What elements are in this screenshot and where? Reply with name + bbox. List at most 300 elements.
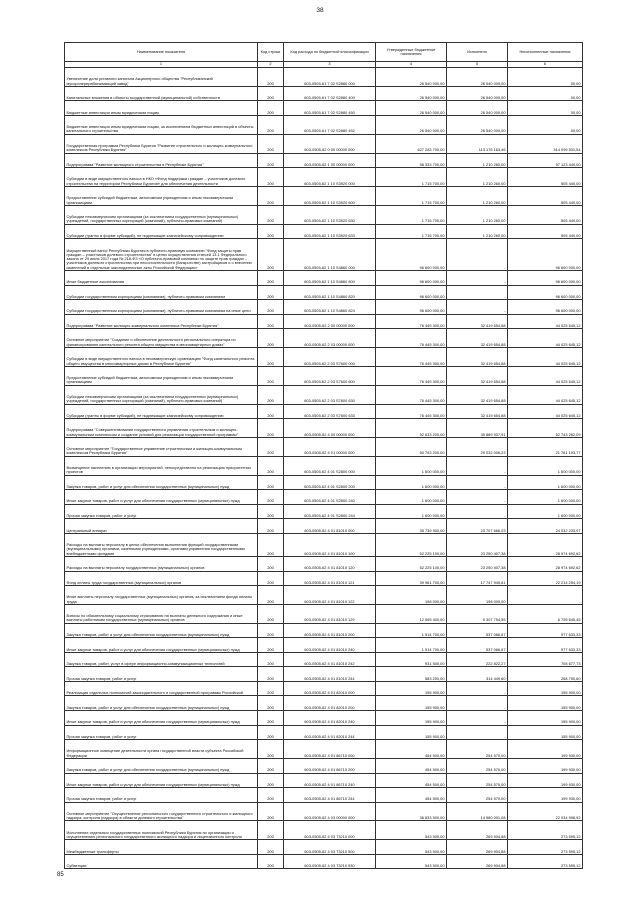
row-kbk: 603-0505-62 1 10 S3920 633 xyxy=(284,224,376,239)
table-row xyxy=(65,153,583,168)
row-kbk: 603-0505-62 1 10 S4860 820 xyxy=(284,285,376,300)
row-approved: 1 514 700,00 xyxy=(376,638,447,653)
row-approved: 96 600 000,00 xyxy=(376,239,447,271)
column-index: 5 xyxy=(447,62,508,68)
row-left: 155 900,00 xyxy=(508,725,583,740)
row-done: - xyxy=(447,696,508,711)
row-left: 199 930,00 xyxy=(508,788,583,803)
row-approved: 1 600 000,00 xyxy=(376,504,447,519)
row-done: 1 210 260,00 xyxy=(447,205,508,224)
row-left: 21 761 193,77 xyxy=(508,437,583,456)
row-done: - xyxy=(447,285,508,300)
row-left: 268 750,60 xyxy=(508,667,583,682)
row-kbk: 603-0505-62 2 03 S7600 600 xyxy=(284,366,376,385)
budget-table-container xyxy=(64,42,582,869)
table-row xyxy=(65,475,583,490)
row-name: Прочая закупка товаров, работ и услуг xyxy=(65,504,258,519)
row-kbk: 603-0505-62 4 01 86710 000 xyxy=(284,740,376,759)
row-left: 514 099 531,54 xyxy=(508,134,583,153)
table-row xyxy=(65,638,583,653)
row-approved: 26 540 000,00 xyxy=(376,115,447,134)
row-left: 273 595,12 xyxy=(508,821,583,840)
row-code: 200 xyxy=(258,348,284,367)
row-code: 200 xyxy=(258,667,284,682)
table-row xyxy=(65,101,583,116)
row-kbk: 603-0505-62 2 03 S7600 000 xyxy=(284,348,376,367)
row-name: Субсидии (гранты в форме субсидий), не подлежащие казначейскому сопровождению xyxy=(65,404,258,419)
row-approved: 583 200,00 xyxy=(376,667,447,682)
row-left: 1 600 000,00 xyxy=(508,504,583,519)
footer-number: 85 xyxy=(57,872,64,878)
table-row xyxy=(65,519,583,534)
row-name: Бюджетные инвестиции иным юридическим лицам xyxy=(65,101,258,116)
table-row xyxy=(65,604,583,623)
row-name: Реализация отдельных полномочий законодательного и государственной программы Российской xyxy=(65,681,258,696)
column-index: 1 xyxy=(65,62,258,68)
row-approved: 543 500,00 xyxy=(376,854,447,869)
budget-execution-table xyxy=(64,42,583,869)
table-row xyxy=(65,821,583,840)
row-left: 708 677,73 xyxy=(508,652,583,667)
row-left: 505 440,00 xyxy=(508,168,583,187)
row-done: 23 250 407,38 xyxy=(447,556,508,571)
table-row xyxy=(65,404,583,419)
row-left: 96 600 000,00 xyxy=(508,285,583,300)
row-name: Прочая закупка товаров, работ и услуг xyxy=(65,788,258,803)
table-row xyxy=(65,134,583,153)
row-left: 00,00 xyxy=(508,101,583,116)
row-name: Иные выплаты персоналу государственных (муниципальных) органов, за исключением фонда оплаты труда xyxy=(65,586,258,605)
row-kbk: 603-0505-62 4 03 73210 530 xyxy=(284,854,376,869)
row-left: 977 633,33 xyxy=(508,638,583,653)
row-kbk: 603-0505-62 4 00 00000 000 xyxy=(284,419,376,438)
row-name: Государственная программа Республики Бурятия "Развитие строительного и жилищно-коммунального комплексов Республики Бурятия" xyxy=(65,134,258,153)
row-code: 200 xyxy=(258,504,284,519)
table-row xyxy=(65,533,583,556)
row-approved: 96 600 000,00 xyxy=(376,300,447,315)
row-name: Закупка товаров, работ и услуг для обеспечения государственных (муниципальных) нужд xyxy=(65,758,258,773)
row-code: 200 xyxy=(258,725,284,740)
row-name: Исполнение отдельных государственных полномочий Республики Бурятия по организации и осуществлению регионального государственного жилищного надзора и лицензионного контроля xyxy=(65,821,258,840)
row-name: Прочая закупка товаров, работ и услуг xyxy=(65,667,258,682)
row-code: 200 xyxy=(258,840,284,855)
table-row xyxy=(65,490,583,505)
row-approved: 1 715 700,00 xyxy=(376,187,447,206)
row-done: 29 032 006,23 xyxy=(447,437,508,456)
row-left: 00,00 xyxy=(508,68,583,87)
row-approved: 627 283 700,00 xyxy=(376,134,447,153)
row-done: 537 066,67 xyxy=(447,623,508,638)
row-code: 200 xyxy=(258,270,284,285)
row-name: Возмещение населению в организации мероприятий, непосредственно на реализацию приоритетных проектов xyxy=(65,456,258,475)
row-kbk: 603-0505-62 2 03 00000 000 xyxy=(284,329,376,348)
row-kbk: 603-0505-62 2 00 00000 000 xyxy=(284,314,376,329)
row-code: 200 xyxy=(258,300,284,315)
row-name: Расходы на выплаты персоналу государственных (муниципальных) органов xyxy=(65,556,258,571)
row-left: 96 600 000,00 xyxy=(508,270,583,285)
row-name: Межбюджетные трансферты xyxy=(65,840,258,855)
row-left: - xyxy=(508,586,583,605)
row-done: 5 307 754,55 xyxy=(447,604,508,623)
row-kbk: 603-0505-62 4 01 S2800 200 xyxy=(284,475,376,490)
table-row xyxy=(65,802,583,821)
row-code: 200 xyxy=(258,773,284,788)
row-kbk: 603-0505-62 1 10 S4860 824 xyxy=(284,300,376,315)
row-done: 1 210 260,00 xyxy=(447,187,508,206)
row-kbk: 603-0505-62 4 03 73210 500 xyxy=(284,840,376,855)
row-code: 200 xyxy=(258,224,284,239)
row-left: 273 595,12 xyxy=(508,854,583,869)
row-approved: 1 600 000,00 xyxy=(376,490,447,505)
row-approved: 26 540 000,00 xyxy=(376,86,447,101)
row-done: 32 419 654,88 xyxy=(447,366,508,385)
row-approved: 76 445 300,00 xyxy=(376,329,447,348)
header-left: Неисполненные назначения xyxy=(508,43,583,62)
row-kbk: 603-0505-61 7 02 S2880 450 xyxy=(284,101,376,116)
row-approved: 198 000,00 xyxy=(376,586,447,605)
row-code: 200 xyxy=(258,490,284,505)
row-name: Предоставление субсидий бюджетным, автономным учреждениям и иным некоммерческим организациям xyxy=(65,366,258,385)
row-kbk: 603-0505-62 4 01 81010 200 xyxy=(284,623,376,638)
row-left: 97 123 440,00 xyxy=(508,153,583,168)
row-done: - xyxy=(447,270,508,285)
row-name: Подпрограмма "Совершенствование государственного управления строительным и жилищно-коммунальным комплексом и создание условий для реализации государственной программы" xyxy=(65,419,258,438)
row-code: 200 xyxy=(258,115,284,134)
row-left: 44 025 645,12 xyxy=(508,404,583,419)
row-left: 155 900,00 xyxy=(508,681,583,696)
table-row xyxy=(65,205,583,224)
row-left: 505 440,00 xyxy=(508,205,583,224)
row-name: Имущественный взнос Республики Бурятия в публично-правовую компанию "Фонд защиты прав граждан – участников долевого строительства" в целях осуществления статьей 13.1 Федерального закона от 29 июля 2017 года № 218-ФЗ «О публично-правовой компании по защите прав граждан – участников долевого строительства при несостоятельности (банкротстве) застройщиков и о внесении изменений в отдельные законодательные акты Российской Федерации» xyxy=(65,239,258,271)
row-code: 200 xyxy=(258,239,284,271)
row-code: 200 xyxy=(258,314,284,329)
row-kbk: 603-0505-62 4 03 00000 000 xyxy=(284,802,376,821)
row-approved: 76 445 300,00 xyxy=(376,348,447,367)
table-row xyxy=(65,711,583,726)
row-left: 52 743 262,09 xyxy=(508,419,583,438)
row-done: 269 904,88 xyxy=(447,821,508,840)
row-code: 200 xyxy=(258,519,284,534)
row-code: 200 xyxy=(258,758,284,773)
row-approved: 155 900,00 xyxy=(376,681,447,696)
row-approved: 155 900,00 xyxy=(376,696,447,711)
header-name: Наименование показателя xyxy=(65,43,258,62)
row-approved: 454 500,00 xyxy=(376,788,447,803)
row-approved: 1 715 700,00 xyxy=(376,205,447,224)
row-left: 00,00 xyxy=(508,86,583,101)
row-left: 155 900,00 xyxy=(508,696,583,711)
row-code: 200 xyxy=(258,788,284,803)
row-approved: 39 961 700,00 xyxy=(376,571,447,586)
table-row xyxy=(65,681,583,696)
table-row xyxy=(65,788,583,803)
row-kbk: 603-0505-62 4 01 81010 000 xyxy=(284,519,376,534)
row-approved: 26 540 000,00 xyxy=(376,101,447,116)
row-code: 200 xyxy=(258,854,284,869)
row-done: 1 210 260,00 xyxy=(447,168,508,187)
row-code: 200 xyxy=(258,187,284,206)
table-row xyxy=(65,314,583,329)
row-kbk: 603-0505-62 4 01 86710 240 xyxy=(284,773,376,788)
row-left: 977 633,33 xyxy=(508,623,583,638)
row-name: Взносы по обязательному социальному страхованию на выплаты денежного содержания и иные выплаты работникам государственных (муниципальных) органов xyxy=(65,604,258,623)
table-row xyxy=(65,115,583,134)
row-done: 32 419 654,88 xyxy=(447,314,508,329)
row-left: 44 025 645,12 xyxy=(508,385,583,404)
row-name: Предоставление субсидий бюджетным, автономным учреждениям и иным некоммерческим организациям xyxy=(65,187,258,206)
page-number: 38 xyxy=(316,7,324,14)
row-kbk: 603-0505-62 4 01 82010 240 xyxy=(284,711,376,726)
row-name: Закупка товаров, работ и услуг для обеспечения государственных (муниципальных) нужд xyxy=(65,623,258,638)
row-approved: 76 445 300,00 xyxy=(376,366,447,385)
row-kbk: 603-0505-62 4 01 81010 120 xyxy=(284,556,376,571)
row-left: 28 974 692,62 xyxy=(508,556,583,571)
table-row xyxy=(65,854,583,869)
row-done: - xyxy=(447,490,508,505)
row-code: 200 xyxy=(258,101,284,116)
row-code: 200 xyxy=(258,153,284,168)
row-approved: 1 715 700,00 xyxy=(376,168,447,187)
row-kbk: 603-0505-62 1 10 S4860 800 xyxy=(284,270,376,285)
row-name: Закупка товаров, работ и услуг для обеспечения государственных (муниципальных) нужд xyxy=(65,696,258,711)
row-approved: 1 514 700,00 xyxy=(376,623,447,638)
row-done: 39 889 937,91 xyxy=(447,419,508,438)
row-approved: 52 225 100,00 xyxy=(376,556,447,571)
row-name: Субсидии в виде имущественного взноса в некоммерческую организацию "Фонд капитального ремонта общего имущества в многоквартирных домах в Республике Бурятия" xyxy=(65,348,258,367)
header-done: Исполнено xyxy=(447,43,508,62)
table-header-row xyxy=(65,43,583,62)
table-row xyxy=(65,758,583,773)
row-approved: 52 225 100,00 xyxy=(376,533,447,556)
row-code: 200 xyxy=(258,419,284,438)
header-code: Код строки xyxy=(258,43,284,62)
row-approved: 26 540 000,00 xyxy=(376,68,447,87)
row-left: 505 440,00 xyxy=(508,187,583,206)
row-done: 23 707 666,03 xyxy=(447,519,508,534)
row-kbk: 603-0505-62 1 10 S3920 000 xyxy=(284,168,376,187)
table-row xyxy=(65,437,583,456)
row-code: 200 xyxy=(258,571,284,586)
table-row xyxy=(65,667,583,682)
row-name: Фонд оплаты труда государственных (муниципальных) органов xyxy=(65,571,258,586)
row-done: 26 540 000,00 xyxy=(447,101,508,116)
row-kbk: 603-0505-61 7 02 S2880 452 xyxy=(284,115,376,134)
row-approved: 1 600 000,00 xyxy=(376,456,447,475)
row-kbk: 603-0505-62 4 03 73210 000 xyxy=(284,821,376,840)
row-name: Расходы на выплаты персоналу в целях обеспечения выполнения функций государственными (муниципальными) органами, казенными учреждениями, органами управления государственными внебюджетными фондами xyxy=(65,533,258,556)
row-kbk: 603-0505-62 0 00 00000 000 xyxy=(284,134,376,153)
row-kbk: 603-0505-62 1 10 S3920 630 xyxy=(284,205,376,224)
table-row xyxy=(65,773,583,788)
row-done: 537 066,67 xyxy=(447,638,508,653)
row-approved: 76 445 300,00 xyxy=(376,404,447,419)
table-row xyxy=(65,68,583,87)
row-code: 200 xyxy=(258,586,284,605)
row-left: 96 600 000,00 xyxy=(508,300,583,315)
row-kbk: 603-0505-62 4 01 00000 000 xyxy=(284,437,376,456)
row-name: Закупка товаров, работ, услуг в сфере информационно-коммуникационных технологий xyxy=(65,652,258,667)
row-left: 505 440,00 xyxy=(508,224,583,239)
row-code: 200 xyxy=(258,329,284,348)
row-kbk: 603-0505-62 2 03 S7600 630 xyxy=(284,385,376,404)
row-done: 314 449,60 xyxy=(447,667,508,682)
row-done: 1 210 260,00 xyxy=(447,153,508,168)
row-approved: 12 065 400,00 xyxy=(376,604,447,623)
row-code: 200 xyxy=(258,711,284,726)
table-row xyxy=(65,740,583,759)
row-name: Иные закупки товаров, работ и услуг для обеспечения государственных (муниципальных) нужд xyxy=(65,490,258,505)
row-left: 28 974 692,62 xyxy=(508,533,583,556)
row-kbk: 603-0505-62 4 01 S2800 000 xyxy=(284,456,376,475)
row-code: 200 xyxy=(258,623,284,638)
row-code: 200 xyxy=(258,740,284,759)
row-code: 200 xyxy=(258,556,284,571)
row-kbk: 603-0505-61 7 02 S2880 400 xyxy=(284,86,376,101)
row-done: 254 570,00 xyxy=(447,740,508,759)
row-done: 198 000,00 xyxy=(447,586,508,605)
row-code: 200 xyxy=(258,168,284,187)
row-left: 199 930,00 xyxy=(508,740,583,759)
row-code: 200 xyxy=(258,681,284,696)
row-left: 22 214 254,19 xyxy=(508,571,583,586)
row-done: 26 540 000,00 xyxy=(447,86,508,101)
row-done: - xyxy=(447,681,508,696)
row-kbk: 603-0505-62 4 01 S2800 240 xyxy=(284,490,376,505)
table-body xyxy=(65,68,583,869)
row-code: 200 xyxy=(258,652,284,667)
row-done: 26 540 000,00 xyxy=(447,68,508,87)
row-left: 00,00 xyxy=(508,115,583,134)
row-name: Субсидии некоммерческим организациям (за исключением государственных (муниципальных) учреждений, государственных корпораций (компаний), публично-правовых компаний) xyxy=(65,205,258,224)
table-row xyxy=(65,86,583,101)
row-done: 269 904,88 xyxy=(447,854,508,869)
row-approved: 454 500,00 xyxy=(376,758,447,773)
row-done: 32 419 654,88 xyxy=(447,329,508,348)
row-kbk: 603-0505-62 1 00 00000 000 xyxy=(284,153,376,168)
row-done: - xyxy=(447,711,508,726)
table-row xyxy=(65,840,583,855)
row-name: Основное мероприятие "Осуществление регионального государственного строительного и жилищного надзора, контроля (надзора) в области долевого строительства" xyxy=(65,802,258,821)
row-kbk: 603-0505-62 4 01 81010 240 xyxy=(284,638,376,653)
row-done: 32 419 654,88 xyxy=(447,404,508,419)
table-row xyxy=(65,270,583,285)
table-row xyxy=(65,556,583,571)
row-approved: 96 600 000,00 xyxy=(376,270,447,285)
table-row xyxy=(65,348,583,367)
row-left: 155 900,00 xyxy=(508,711,583,726)
table-row xyxy=(65,456,583,475)
row-done: - xyxy=(447,300,508,315)
row-kbk: 603-0505-62 4 01 81010 244 xyxy=(284,667,376,682)
row-name: Подпрограмма "Развитие жилищного строительства в Республике Бурятия" xyxy=(65,153,258,168)
row-left: 273 595,12 xyxy=(508,840,583,855)
row-done: 14 580 001,08 xyxy=(447,802,508,821)
table-row xyxy=(65,696,583,711)
row-done: 269 904,88 xyxy=(447,840,508,855)
row-kbk: 603-0505-62 4 01 81010 129 xyxy=(284,604,376,623)
table-row xyxy=(65,187,583,206)
row-approved: 155 900,00 xyxy=(376,725,447,740)
row-name: Иные закупки товаров, работ и услуг для обеспечения государственных (муниципальных) нужд xyxy=(65,711,258,726)
row-kbk: 603-0505-62 1 10 S4860 000 xyxy=(284,239,376,271)
row-left: 1 600 000,00 xyxy=(508,490,583,505)
row-name: Основное мероприятие "Создание и обеспечение деятельности регионального оператора по финансированию капитального ремонта общего имущества в многоквартирных домах" xyxy=(65,329,258,348)
row-done: 254 570,00 xyxy=(447,788,508,803)
row-name: Субсидии (гранты в форме субсидий), не подлежащие казначейскому сопровождению xyxy=(65,224,258,239)
row-code: 200 xyxy=(258,366,284,385)
column-index: 2 xyxy=(258,62,284,68)
table-row xyxy=(65,504,583,519)
row-kbk: 603-0505-62 4 01 82010 200 xyxy=(284,696,376,711)
row-name: Увеличение доли уставного капитала Акционерного общества "Республиканский мусороперерабатывающий завод" xyxy=(65,68,258,87)
row-name: Основное мероприятие "Государственное управление строительным и жилищно-коммунальным комплексом Республики Бурятия" xyxy=(65,437,258,456)
row-approved: 155 900,00 xyxy=(376,711,447,726)
table-row xyxy=(65,623,583,638)
row-code: 200 xyxy=(258,696,284,711)
column-index: 6 xyxy=(508,62,583,68)
row-kbk: 603-0505-62 4 01 81010 121 xyxy=(284,571,376,586)
row-approved: 35 739 900,00 xyxy=(376,519,447,534)
row-approved: 543 500,00 xyxy=(376,840,447,855)
header-approved: Утвержденные бюджетные назначения xyxy=(376,43,447,62)
header-kbk: Код расхода по бюджетной классификации xyxy=(284,43,376,62)
row-done: 32 419 654,88 xyxy=(447,348,508,367)
row-name: Подпрограмма "Развитие жилищно-коммунального комплекса Республики Бурятия" xyxy=(65,314,258,329)
row-kbk: 603-0505-62 4 01 S2800 244 xyxy=(284,504,376,519)
row-left: 96 600 000,00 xyxy=(508,239,583,271)
row-done: - xyxy=(447,725,508,740)
row-name: Субсидии в виде имущественного взноса в НКО «Фонд поддержки граждан – участников долевого строительства на территории Республики Бурятия» для обеспечения деятельности xyxy=(65,168,258,187)
row-code: 200 xyxy=(258,638,284,653)
column-index: 4 xyxy=(376,62,447,68)
row-done: - xyxy=(447,239,508,271)
row-approved: 454 500,00 xyxy=(376,773,447,788)
row-name: Центральный аппарат xyxy=(65,519,258,534)
row-approved: 76 445 300,00 xyxy=(376,314,447,329)
row-code: 200 xyxy=(258,404,284,419)
row-approved: 98 333 700,00 xyxy=(376,153,447,168)
row-kbk: 603-0505-61 7 02 S2880 000 xyxy=(284,68,376,87)
row-code: 200 xyxy=(258,385,284,404)
row-code: 200 xyxy=(258,68,284,87)
row-approved: 454 500,00 xyxy=(376,740,447,759)
row-kbk: 603-0505-62 4 01 82010 244 xyxy=(284,725,376,740)
row-kbk: 603-0505-62 4 01 86710 244 xyxy=(284,788,376,803)
row-kbk: 603-0505-62 1 10 S3920 600 xyxy=(284,187,376,206)
table-row xyxy=(65,419,583,438)
table-row xyxy=(65,652,583,667)
row-left: 1 600 000,00 xyxy=(508,456,583,475)
table-row xyxy=(65,224,583,239)
row-code: 200 xyxy=(258,456,284,475)
row-kbk: 603-0505-62 4 01 82010 000 xyxy=(284,681,376,696)
table-row xyxy=(65,329,583,348)
row-name: Субсидии государственным корпорациям (компаниям), публично-правовым компаниям на иные цели xyxy=(65,300,258,315)
row-done: 113 176 163,46 xyxy=(447,134,508,153)
row-left: 24 032 233,97 xyxy=(508,519,583,534)
row-code: 200 xyxy=(258,604,284,623)
row-code: 200 xyxy=(258,134,284,153)
row-name: Субсидии некоммерческим организациям (за исключением государственных (муниципальных) учреждений, государственных корпораций (компаний), публично-правовых компаний) xyxy=(65,385,258,404)
row-name: Бюджетные инвестиции иным юридическим лицам, за исключением бюджетных инвестиций в объекты капитального строительства xyxy=(65,115,258,134)
row-kbk: 603-0505-62 4 01 81010 100 xyxy=(284,533,376,556)
row-approved: 50 793 200,00 xyxy=(376,437,447,456)
table-row xyxy=(65,366,583,385)
row-done: 26 540 000,00 xyxy=(447,115,508,134)
row-approved: 1 715 700,00 xyxy=(376,224,447,239)
row-code: 200 xyxy=(258,285,284,300)
row-name: Закупка товаров, работ и услуг для обеспечения государственных (муниципальных) нужд xyxy=(65,475,258,490)
